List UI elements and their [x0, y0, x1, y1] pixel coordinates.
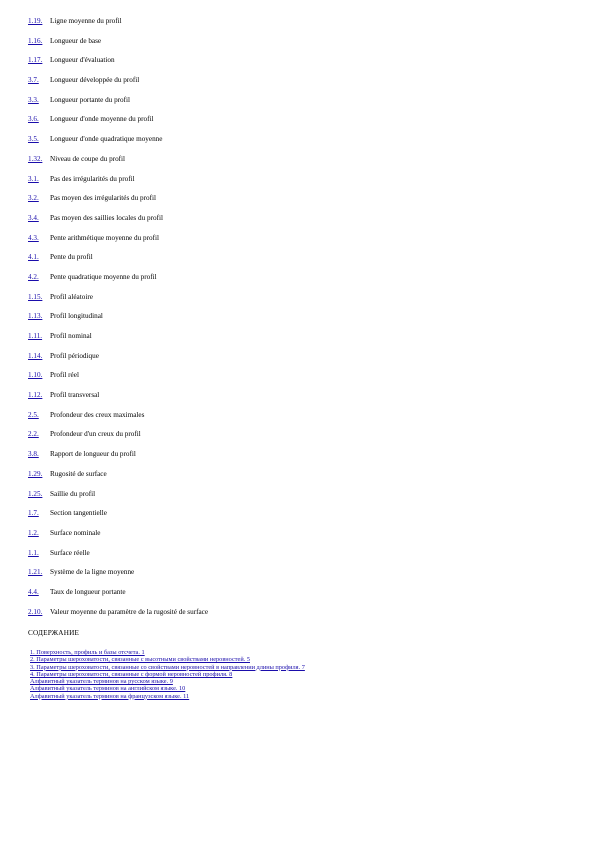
term-number-link[interactable]: 1.29. [28, 469, 43, 478]
term-number-link[interactable]: 1.14. [28, 351, 43, 360]
term-row [28, 155, 568, 175]
term-number-link[interactable]: 2.2. [28, 430, 39, 439]
term-label: Pente du profil [50, 253, 93, 262]
term-number-link[interactable]: 1.7. [28, 509, 39, 518]
term-row [28, 371, 568, 391]
term-number-link[interactable]: 1.16. [28, 36, 43, 45]
term-row [28, 391, 568, 411]
term-label: Longueur d'onde quadratique moyenne [50, 135, 163, 144]
term-label: Saillie du profil [50, 489, 96, 498]
term-number-link[interactable]: 1.13. [28, 312, 43, 321]
term-row [28, 568, 568, 588]
term-label: Système de la ligne moyenne [50, 568, 135, 577]
term-label: Surface nominale [50, 528, 101, 537]
term-number-link[interactable]: 1.15. [28, 292, 43, 301]
term-row [28, 253, 568, 273]
term-label: Profil transversal [50, 391, 100, 400]
term-label: Longueur de base [50, 36, 102, 45]
toc-link[interactable]: 3. Параметры шероховатости, связанные со свойствами неровностей в направлении длины профиля. 7 [30, 663, 305, 671]
term-label: Pas des irrégularités du profil [50, 174, 135, 183]
term-number-link[interactable]: 3.2. [28, 194, 39, 203]
term-row [28, 56, 568, 76]
term-row [28, 115, 568, 135]
term-row [28, 96, 568, 116]
term-number-link[interactable]: 4.3. [28, 233, 39, 242]
term-label: Profil nominal [50, 332, 92, 340]
term-row [28, 352, 568, 372]
term-row [28, 450, 568, 470]
term-label: Surface réelle [50, 548, 90, 557]
term-row [28, 214, 568, 234]
toc-link[interactable]: Алфавитный указатель терминов на французском языке. 11 [30, 692, 190, 700]
term-number-link[interactable]: 1.11. [28, 332, 43, 340]
term-number-link[interactable]: 4.2. [28, 272, 39, 281]
term-number-link[interactable]: 3.5. [28, 135, 39, 144]
term-row [28, 332, 568, 352]
toc-link[interactable]: 4. Параметры шероховатости, связанные с формой неровностей профиля. 8 [30, 670, 233, 678]
term-number-link[interactable]: 3.6. [28, 115, 39, 124]
term-row [28, 411, 568, 431]
term-label: Pente quadratique moyenne du profil [50, 272, 157, 281]
term-label: Taux de longueur portante [50, 587, 126, 596]
term-row [28, 17, 568, 37]
toc-link[interactable]: 1. Поверхность, профиль и базы отсчета. 1 [30, 649, 145, 656]
term-number-link[interactable]: 1.17. [28, 56, 43, 65]
term-label: Section tangentielle [50, 509, 107, 518]
term-label: Profil aléatoire [50, 292, 93, 301]
term-number-link[interactable]: 1.2. [28, 528, 39, 537]
term-number-link[interactable]: 3.4. [28, 213, 39, 222]
term-number-link[interactable]: 3.1. [28, 174, 39, 183]
term-row [28, 588, 568, 608]
term-label: Niveau de coupe du profil [50, 154, 126, 163]
term-number-link[interactable]: 3.8. [28, 450, 39, 459]
term-row [28, 76, 568, 96]
term-row [28, 194, 568, 214]
term-row [28, 608, 568, 628]
term-label: Pas moyen des saillies locales du profil [50, 213, 163, 222]
term-label: Profondeur des creux maximales [50, 410, 145, 419]
toc-link[interactable]: 2. Параметры шероховатости, связанные с высотными свойствами неровностей. 5 [30, 656, 250, 664]
term-number-link[interactable]: 1.1. [28, 548, 39, 557]
term-label: Rapport de longueur du profil [50, 450, 136, 459]
term-row [28, 529, 568, 549]
term-label: Valeur moyenne du paramètre de la rugosité de surface [50, 607, 209, 616]
toc-link[interactable]: Алфавитный указатель терминов на русском языке. 9 [30, 678, 173, 686]
term-row [28, 175, 568, 195]
toc-title: СОДЕРЖАНИЕ [28, 629, 80, 637]
term-number-link[interactable]: 1.32. [28, 154, 43, 163]
term-label: Longueur d'évaluation [50, 56, 115, 65]
term-number-link[interactable]: 3.7. [28, 76, 39, 85]
term-label: Profil longitudinal [50, 312, 103, 321]
term-label: Longueur portante du profil [50, 95, 131, 104]
term-label: Profondeur d'un creux du profil [50, 430, 141, 439]
term-number-link[interactable]: 2.5. [28, 410, 39, 419]
term-label: Profil périodique [50, 351, 99, 360]
term-number-link[interactable]: 1.25. [28, 489, 43, 498]
toc-link[interactable]: Алфавитный указатель терминов на английском языке. 10 [30, 685, 186, 693]
term-label: Longueur développée du profil [50, 76, 140, 85]
term-row [28, 293, 568, 313]
term-row [28, 549, 568, 569]
term-row [28, 234, 568, 254]
term-label: Profil réel [50, 371, 79, 380]
term-number-link[interactable]: 2.10. [28, 607, 43, 616]
term-label: Ligne moyenne du profil [50, 17, 122, 25]
term-number-link[interactable]: 1.21. [28, 568, 43, 577]
term-row [28, 312, 568, 332]
term-row [28, 37, 568, 57]
term-label: Pas moyen des irrégularités du profil [50, 194, 156, 203]
table-of-contents [30, 649, 550, 700]
term-label: Pente arithmétique moyenne du profil [50, 233, 159, 242]
term-row [28, 273, 568, 293]
term-number-link[interactable]: 1.10. [28, 371, 43, 380]
term-row [28, 490, 568, 510]
term-number-link[interactable]: 4.1. [28, 253, 39, 262]
term-label: Longueur d'onde moyenne du profil [50, 115, 154, 124]
term-number-link[interactable]: 1.12. [28, 391, 43, 400]
term-row [28, 430, 568, 450]
term-index-list [28, 17, 568, 627]
term-number-link[interactable]: 1.19. [28, 17, 43, 25]
term-row [28, 470, 568, 490]
term-label: Rugosité de surface [50, 469, 107, 478]
term-row [28, 509, 568, 529]
term-number-link[interactable]: 3.3. [28, 95, 39, 104]
term-number-link[interactable]: 4.4. [28, 587, 39, 596]
term-row [28, 135, 568, 155]
